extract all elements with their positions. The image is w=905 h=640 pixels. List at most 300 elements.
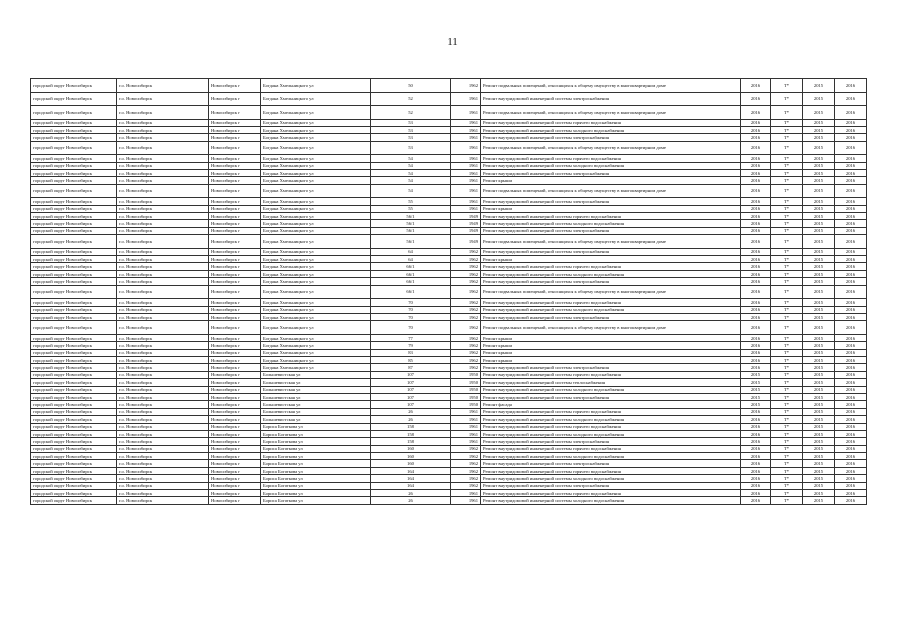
category-cell: Т*: [771, 482, 803, 489]
district-cell: городской округ Новосибирск: [31, 162, 117, 169]
plan-year-cell: 2015: [741, 386, 771, 393]
table-row: [31, 119, 867, 126]
house-number-cell: 50: [371, 79, 451, 93]
period-end-cell: 2016: [835, 92, 867, 106]
year-built-cell: 1961: [451, 408, 481, 415]
district-cell: городской округ Новосибирск: [31, 141, 117, 155]
year-built-cell: 1961: [451, 490, 481, 497]
year-built-cell: 1950: [451, 386, 481, 393]
okrug-cell: г.о. Новосибирск: [117, 349, 209, 356]
city-cell: Новосибирск г: [209, 482, 261, 489]
okrug-cell: г.о. Новосибирск: [117, 467, 209, 474]
okrug-cell: г.о. Новосибирск: [117, 497, 209, 504]
period-end-cell: 2016: [835, 401, 867, 408]
house-number-cell: 64: [371, 248, 451, 255]
city-cell: Новосибирск г: [209, 490, 261, 497]
year-built-cell: 1961: [451, 430, 481, 437]
work-type-cell: Ремонт внутридомовой инженерной системы горячего водоснабжения: [481, 119, 741, 126]
plan-year-cell: 2016: [741, 364, 771, 371]
period-start-cell: 2015: [803, 155, 835, 162]
period-start-cell: 2015: [803, 497, 835, 504]
city-cell: Новосибирск г: [209, 334, 261, 341]
period-end-cell: 2016: [835, 371, 867, 378]
category-cell: Т*: [771, 106, 803, 120]
category-cell: Т*: [771, 430, 803, 437]
period-start-cell: 2015: [803, 162, 835, 169]
year-built-cell: 1962: [451, 475, 481, 482]
plan-year-cell: 2016: [741, 177, 771, 184]
period-end-cell: 2016: [835, 141, 867, 155]
okrug-cell: г.о. Новосибирск: [117, 490, 209, 497]
table-row: [31, 134, 867, 141]
table-row: [31, 490, 867, 497]
year-built-cell: 1962: [451, 270, 481, 277]
plan-year-cell: 2015: [741, 371, 771, 378]
plan-year-cell: 2016: [741, 482, 771, 489]
house-number-cell: 56/1: [371, 235, 451, 249]
okrug-cell: г.о. Новосибирск: [117, 155, 209, 162]
period-start-cell: 2015: [803, 220, 835, 227]
period-start-cell: 2015: [803, 285, 835, 299]
period-end-cell: 2016: [835, 475, 867, 482]
work-type-cell: Ремонт подвальных помещений, относящихся к общему имуществу в многоквартирном доме: [481, 285, 741, 299]
plan-year-cell: 2016: [741, 155, 771, 162]
work-type-cell: Ремонт подвальных помещений, относящихся к общему имуществу в многоквартирном доме: [481, 79, 741, 93]
plan-year-cell: 2016: [741, 248, 771, 255]
city-cell: Новосибирск г: [209, 126, 261, 133]
district-cell: городской округ Новосибирск: [31, 416, 117, 423]
house-number-cell: 107: [371, 379, 451, 386]
district-cell: городской округ Новосибирск: [31, 342, 117, 349]
district-cell: городской округ Новосибирск: [31, 386, 117, 393]
period-start-cell: 2015: [803, 349, 835, 356]
work-type-cell: Ремонт внутридомовой инженерной системы холодного водоснабжения: [481, 162, 741, 169]
okrug-cell: г.о. Новосибирск: [117, 401, 209, 408]
plan-year-cell: 2016: [741, 460, 771, 467]
street-cell: Богдана Хмельницкого ул: [261, 198, 371, 205]
street-cell: Бориса Богаткова ул: [261, 497, 371, 504]
period-end-cell: 2016: [835, 467, 867, 474]
okrug-cell: г.о. Новосибирск: [117, 134, 209, 141]
category-cell: Т*: [771, 349, 803, 356]
okrug-cell: г.о. Новосибирск: [117, 235, 209, 249]
year-built-cell: 1962: [451, 356, 481, 363]
street-cell: Богдана Хмельницкого ул: [261, 227, 371, 234]
work-type-cell: Ремонт внутридомовой инженерной системы горячего водоснабжения: [481, 155, 741, 162]
okrug-cell: г.о. Новосибирск: [117, 256, 209, 263]
table-row: [31, 416, 867, 423]
table-row: [31, 141, 867, 155]
district-cell: городской округ Новосибирск: [31, 306, 117, 313]
house-number-cell: 70: [371, 299, 451, 306]
district-cell: городской округ Новосибирск: [31, 364, 117, 371]
period-end-cell: 2016: [835, 248, 867, 255]
house-number-cell: 54: [371, 169, 451, 176]
period-start-cell: 2015: [803, 213, 835, 220]
table-row: [31, 386, 867, 393]
district-cell: городской округ Новосибирск: [31, 235, 117, 249]
period-start-cell: 2015: [803, 184, 835, 198]
street-cell: Богдана Хмельницкого ул: [261, 299, 371, 306]
okrug-cell: г.о. Новосибирск: [117, 438, 209, 445]
city-cell: Новосибирск г: [209, 445, 261, 452]
period-end-cell: 2016: [835, 460, 867, 467]
street-cell: Богдана Хмельницкого ул: [261, 119, 371, 126]
table-row: [31, 445, 867, 452]
period-end-cell: 2016: [835, 235, 867, 249]
work-type-cell: Ремонт подвальных помещений, относящихся к общему имуществу в многоквартирном доме: [481, 184, 741, 198]
period-start-cell: 2015: [803, 430, 835, 437]
house-number-cell: 158: [371, 438, 451, 445]
period-start-cell: 2015: [803, 467, 835, 474]
okrug-cell: г.о. Новосибирск: [117, 445, 209, 452]
city-cell: Новосибирск г: [209, 386, 261, 393]
year-built-cell: 1961: [451, 177, 481, 184]
period-start-cell: 2015: [803, 356, 835, 363]
year-built-cell: 1962: [451, 79, 481, 93]
district-cell: городской округ Новосибирск: [31, 285, 117, 299]
district-cell: городской округ Новосибирск: [31, 497, 117, 504]
plan-year-cell: 2016: [741, 169, 771, 176]
work-type-cell: Ремонт внутридомовой инженерной системы электроснабжения: [481, 393, 741, 400]
category-cell: Т*: [771, 306, 803, 313]
district-cell: городской округ Новосибирск: [31, 213, 117, 220]
table-row: [31, 482, 867, 489]
house-number-cell: 53: [371, 119, 451, 126]
district-cell: городской округ Новосибирск: [31, 248, 117, 255]
street-cell: Богдана Хмельницкого ул: [261, 356, 371, 363]
okrug-cell: г.о. Новосибирск: [117, 119, 209, 126]
plan-year-cell: 2016: [741, 497, 771, 504]
year-built-cell: 1962: [451, 278, 481, 285]
year-built-cell: 1962: [451, 349, 481, 356]
okrug-cell: г.о. Новосибирск: [117, 126, 209, 133]
period-start-cell: 2015: [803, 416, 835, 423]
register-table: [30, 78, 867, 505]
plan-year-cell: 2016: [741, 227, 771, 234]
street-cell: Богдана Хмельницкого ул: [261, 106, 371, 120]
street-cell: Бориса Богаткова ул: [261, 467, 371, 474]
period-start-cell: 2015: [803, 227, 835, 234]
street-cell: Богдана Хмельницкого ул: [261, 205, 371, 212]
district-cell: городской округ Новосибирск: [31, 299, 117, 306]
table-row: [31, 126, 867, 133]
table-row: [31, 278, 867, 285]
work-type-cell: Ремонт крыши: [481, 177, 741, 184]
year-built-cell: 1962: [451, 445, 481, 452]
work-type-cell: Ремонт внутридомовой инженерной системы холодного водоснабжения: [481, 306, 741, 313]
table-row: [31, 79, 867, 93]
year-built-cell: 1949: [451, 227, 481, 234]
house-number-cell: 164: [371, 467, 451, 474]
category-cell: Т*: [771, 263, 803, 270]
work-type-cell: Ремонт внутридомовой инженерной системы холодного водоснабжения: [481, 416, 741, 423]
period-end-cell: 2016: [835, 430, 867, 437]
city-cell: Новосибирск г: [209, 256, 261, 263]
plan-year-cell: 2015: [741, 401, 771, 408]
category-cell: Т*: [771, 364, 803, 371]
table-row: [31, 256, 867, 263]
street-cell: Бориса Богаткова ул: [261, 482, 371, 489]
category-cell: Т*: [771, 334, 803, 341]
street-cell: Большевистская ул: [261, 379, 371, 386]
category-cell: Т*: [771, 169, 803, 176]
plan-year-cell: 2016: [741, 205, 771, 212]
period-start-cell: 2015: [803, 453, 835, 460]
period-end-cell: 2016: [835, 497, 867, 504]
house-number-cell: 85: [371, 356, 451, 363]
city-cell: Новосибирск г: [209, 106, 261, 120]
city-cell: Новосибирск г: [209, 475, 261, 482]
plan-year-cell: 2016: [741, 453, 771, 460]
district-cell: городской округ Новосибирск: [31, 438, 117, 445]
table-row: [31, 453, 867, 460]
table-row: [31, 299, 867, 306]
category-cell: Т*: [771, 408, 803, 415]
period-end-cell: 2016: [835, 220, 867, 227]
table-row: [31, 475, 867, 482]
house-number-cell: 53: [371, 141, 451, 155]
period-end-cell: 2016: [835, 313, 867, 320]
table-row: [31, 313, 867, 320]
period-end-cell: 2016: [835, 356, 867, 363]
table-row: [31, 379, 867, 386]
period-end-cell: 2016: [835, 205, 867, 212]
table-row: [31, 106, 867, 120]
year-built-cell: 1950: [451, 401, 481, 408]
house-number-cell: 160: [371, 453, 451, 460]
year-built-cell: 1950: [451, 393, 481, 400]
district-cell: городской округ Новосибирск: [31, 220, 117, 227]
work-type-cell: Ремонт внутридомовой инженерной системы электроснабжения: [481, 169, 741, 176]
city-cell: Новосибирск г: [209, 497, 261, 504]
period-end-cell: 2016: [835, 263, 867, 270]
category-cell: Т*: [771, 79, 803, 93]
street-cell: Большевистская ул: [261, 416, 371, 423]
district-cell: городской округ Новосибирск: [31, 278, 117, 285]
year-built-cell: 1962: [451, 321, 481, 335]
plan-year-cell: 2016: [741, 438, 771, 445]
year-built-cell: 1961: [451, 126, 481, 133]
district-cell: городской округ Новосибирск: [31, 460, 117, 467]
work-type-cell: Ремонт внутридомовой инженерной системы холодного водоснабжения: [481, 386, 741, 393]
okrug-cell: г.о. Новосибирск: [117, 408, 209, 415]
table-row: [31, 349, 867, 356]
period-start-cell: 2015: [803, 106, 835, 120]
district-cell: городской округ Новосибирск: [31, 408, 117, 415]
table-row: [31, 430, 867, 437]
period-start-cell: 2015: [803, 126, 835, 133]
category-cell: Т*: [771, 467, 803, 474]
period-start-cell: 2015: [803, 270, 835, 277]
city-cell: Новосибирск г: [209, 460, 261, 467]
period-end-cell: 2016: [835, 490, 867, 497]
district-cell: городской округ Новосибирск: [31, 126, 117, 133]
period-end-cell: 2016: [835, 416, 867, 423]
year-built-cell: 1961: [451, 184, 481, 198]
table-row: [31, 155, 867, 162]
house-number-cell: 77: [371, 334, 451, 341]
year-built-cell: 1962: [451, 248, 481, 255]
category-cell: Т*: [771, 371, 803, 378]
district-cell: городской округ Новосибирск: [31, 401, 117, 408]
period-end-cell: 2016: [835, 162, 867, 169]
work-type-cell: Ремонт подвальных помещений, относящихся к общему имуществу в многоквартирном доме: [481, 321, 741, 335]
period-start-cell: 2015: [803, 342, 835, 349]
street-cell: Бориса Богаткова ул: [261, 445, 371, 452]
year-built-cell: 1961: [451, 438, 481, 445]
category-cell: Т*: [771, 177, 803, 184]
house-number-cell: 70: [371, 306, 451, 313]
okrug-cell: г.о. Новосибирск: [117, 379, 209, 386]
category-cell: Т*: [771, 92, 803, 106]
period-start-cell: 2015: [803, 490, 835, 497]
plan-year-cell: 2016: [741, 423, 771, 430]
street-cell: Богдана Хмельницкого ул: [261, 306, 371, 313]
plan-year-cell: 2016: [741, 490, 771, 497]
okrug-cell: г.о. Новосибирск: [117, 475, 209, 482]
category-cell: Т*: [771, 205, 803, 212]
house-number-cell: 26: [371, 416, 451, 423]
street-cell: Бориса Богаткова ул: [261, 475, 371, 482]
okrug-cell: г.о. Новосибирск: [117, 79, 209, 93]
city-cell: Новосибирск г: [209, 220, 261, 227]
city-cell: Новосибирск г: [209, 227, 261, 234]
category-cell: Т*: [771, 213, 803, 220]
table-row: [31, 285, 867, 299]
category-cell: Т*: [771, 227, 803, 234]
year-built-cell: 1962: [451, 453, 481, 460]
period-start-cell: 2015: [803, 475, 835, 482]
street-cell: Бориса Богаткова ул: [261, 423, 371, 430]
city-cell: Новосибирск г: [209, 79, 261, 93]
okrug-cell: г.о. Новосибирск: [117, 278, 209, 285]
street-cell: Бориса Богаткова ул: [261, 460, 371, 467]
period-start-cell: 2015: [803, 460, 835, 467]
table-row: [31, 248, 867, 255]
category-cell: Т*: [771, 313, 803, 320]
district-cell: городской округ Новосибирск: [31, 393, 117, 400]
street-cell: Большевистская ул: [261, 386, 371, 393]
district-cell: городской округ Новосибирск: [31, 169, 117, 176]
street-cell: Бориса Богаткова ул: [261, 438, 371, 445]
table-body: [31, 79, 867, 505]
district-cell: городской округ Новосибирск: [31, 423, 117, 430]
period-end-cell: 2016: [835, 119, 867, 126]
house-number-cell: 87: [371, 364, 451, 371]
house-number-cell: 158: [371, 430, 451, 437]
district-cell: городской округ Новосибирск: [31, 227, 117, 234]
period-start-cell: 2015: [803, 445, 835, 452]
table-row: [31, 169, 867, 176]
plan-year-cell: 2016: [741, 141, 771, 155]
page-number: 11: [447, 36, 458, 48]
district-cell: городской округ Новосибирск: [31, 155, 117, 162]
work-type-cell: Ремонт крыши: [481, 205, 741, 212]
house-number-cell: 55: [371, 198, 451, 205]
district-cell: городской округ Новосибирск: [31, 356, 117, 363]
period-end-cell: 2016: [835, 155, 867, 162]
plan-year-cell: 2016: [741, 356, 771, 363]
table-row: [31, 92, 867, 106]
city-cell: Новосибирск г: [209, 342, 261, 349]
plan-year-cell: 2016: [741, 416, 771, 423]
work-type-cell: Ремонт внутридомовой инженерной системы электроснабжения: [481, 198, 741, 205]
year-built-cell: 1950: [451, 379, 481, 386]
plan-year-cell: 2016: [741, 263, 771, 270]
year-built-cell: 1962: [451, 285, 481, 299]
district-cell: городской округ Новосибирск: [31, 256, 117, 263]
year-built-cell: 1961: [451, 119, 481, 126]
street-cell: Богдана Хмельницкого ул: [261, 162, 371, 169]
district-cell: городской округ Новосибирск: [31, 349, 117, 356]
okrug-cell: г.о. Новосибирск: [117, 342, 209, 349]
work-type-cell: Ремонт внутридомовой инженерной системы теплоснабжения: [481, 379, 741, 386]
house-number-cell: 66/1: [371, 270, 451, 277]
district-cell: городской округ Новосибирск: [31, 334, 117, 341]
year-built-cell: 1961: [451, 205, 481, 212]
city-cell: Новосибирск г: [209, 235, 261, 249]
year-built-cell: 1962: [451, 482, 481, 489]
house-number-cell: 52: [371, 92, 451, 106]
table-row: [31, 438, 867, 445]
period-start-cell: 2015: [803, 134, 835, 141]
district-cell: городской округ Новосибирск: [31, 379, 117, 386]
period-end-cell: 2016: [835, 278, 867, 285]
year-built-cell: 1961: [451, 423, 481, 430]
period-end-cell: 2016: [835, 334, 867, 341]
period-start-cell: 2015: [803, 313, 835, 320]
city-cell: Новосибирск г: [209, 119, 261, 126]
work-type-cell: Ремонт подвальных помещений, относящихся к общему имуществу в многоквартирном доме: [481, 106, 741, 120]
table-row: [31, 401, 867, 408]
period-end-cell: 2016: [835, 342, 867, 349]
street-cell: Бориса Богаткова ул: [261, 430, 371, 437]
house-number-cell: 54: [371, 177, 451, 184]
category-cell: Т*: [771, 423, 803, 430]
okrug-cell: г.о. Новосибирск: [117, 453, 209, 460]
district-cell: городской округ Новосибирск: [31, 263, 117, 270]
work-type-cell: Ремонт внутридомовой инженерной системы горячего водоснабжения: [481, 213, 741, 220]
work-type-cell: Ремонт внутридомовой инженерной системы электроснабжения: [481, 438, 741, 445]
category-cell: Т*: [771, 460, 803, 467]
year-built-cell: 1962: [451, 334, 481, 341]
okrug-cell: г.о. Новосибирск: [117, 220, 209, 227]
plan-year-cell: 2016: [741, 285, 771, 299]
street-cell: Богдана Хмельницкого ул: [261, 92, 371, 106]
okrug-cell: г.о. Новосибирск: [117, 177, 209, 184]
period-end-cell: 2016: [835, 106, 867, 120]
year-built-cell: 1962: [451, 460, 481, 467]
city-cell: Новосибирск г: [209, 453, 261, 460]
okrug-cell: г.о. Новосибирск: [117, 263, 209, 270]
period-end-cell: 2016: [835, 285, 867, 299]
work-type-cell: Ремонт внутридомовой инженерной системы холодного водоснабжения: [481, 475, 741, 482]
city-cell: Новосибирск г: [209, 438, 261, 445]
okrug-cell: г.о. Новосибирск: [117, 169, 209, 176]
period-start-cell: 2015: [803, 386, 835, 393]
table-row: [31, 371, 867, 378]
city-cell: Новосибирск г: [209, 364, 261, 371]
street-cell: Богдана Хмельницкого ул: [261, 321, 371, 335]
category-cell: Т*: [771, 162, 803, 169]
period-end-cell: 2016: [835, 79, 867, 93]
house-number-cell: 56/1: [371, 220, 451, 227]
table-row: [31, 235, 867, 249]
year-built-cell: 1962: [451, 364, 481, 371]
plan-year-cell: 2016: [741, 467, 771, 474]
year-built-cell: 1949: [451, 213, 481, 220]
